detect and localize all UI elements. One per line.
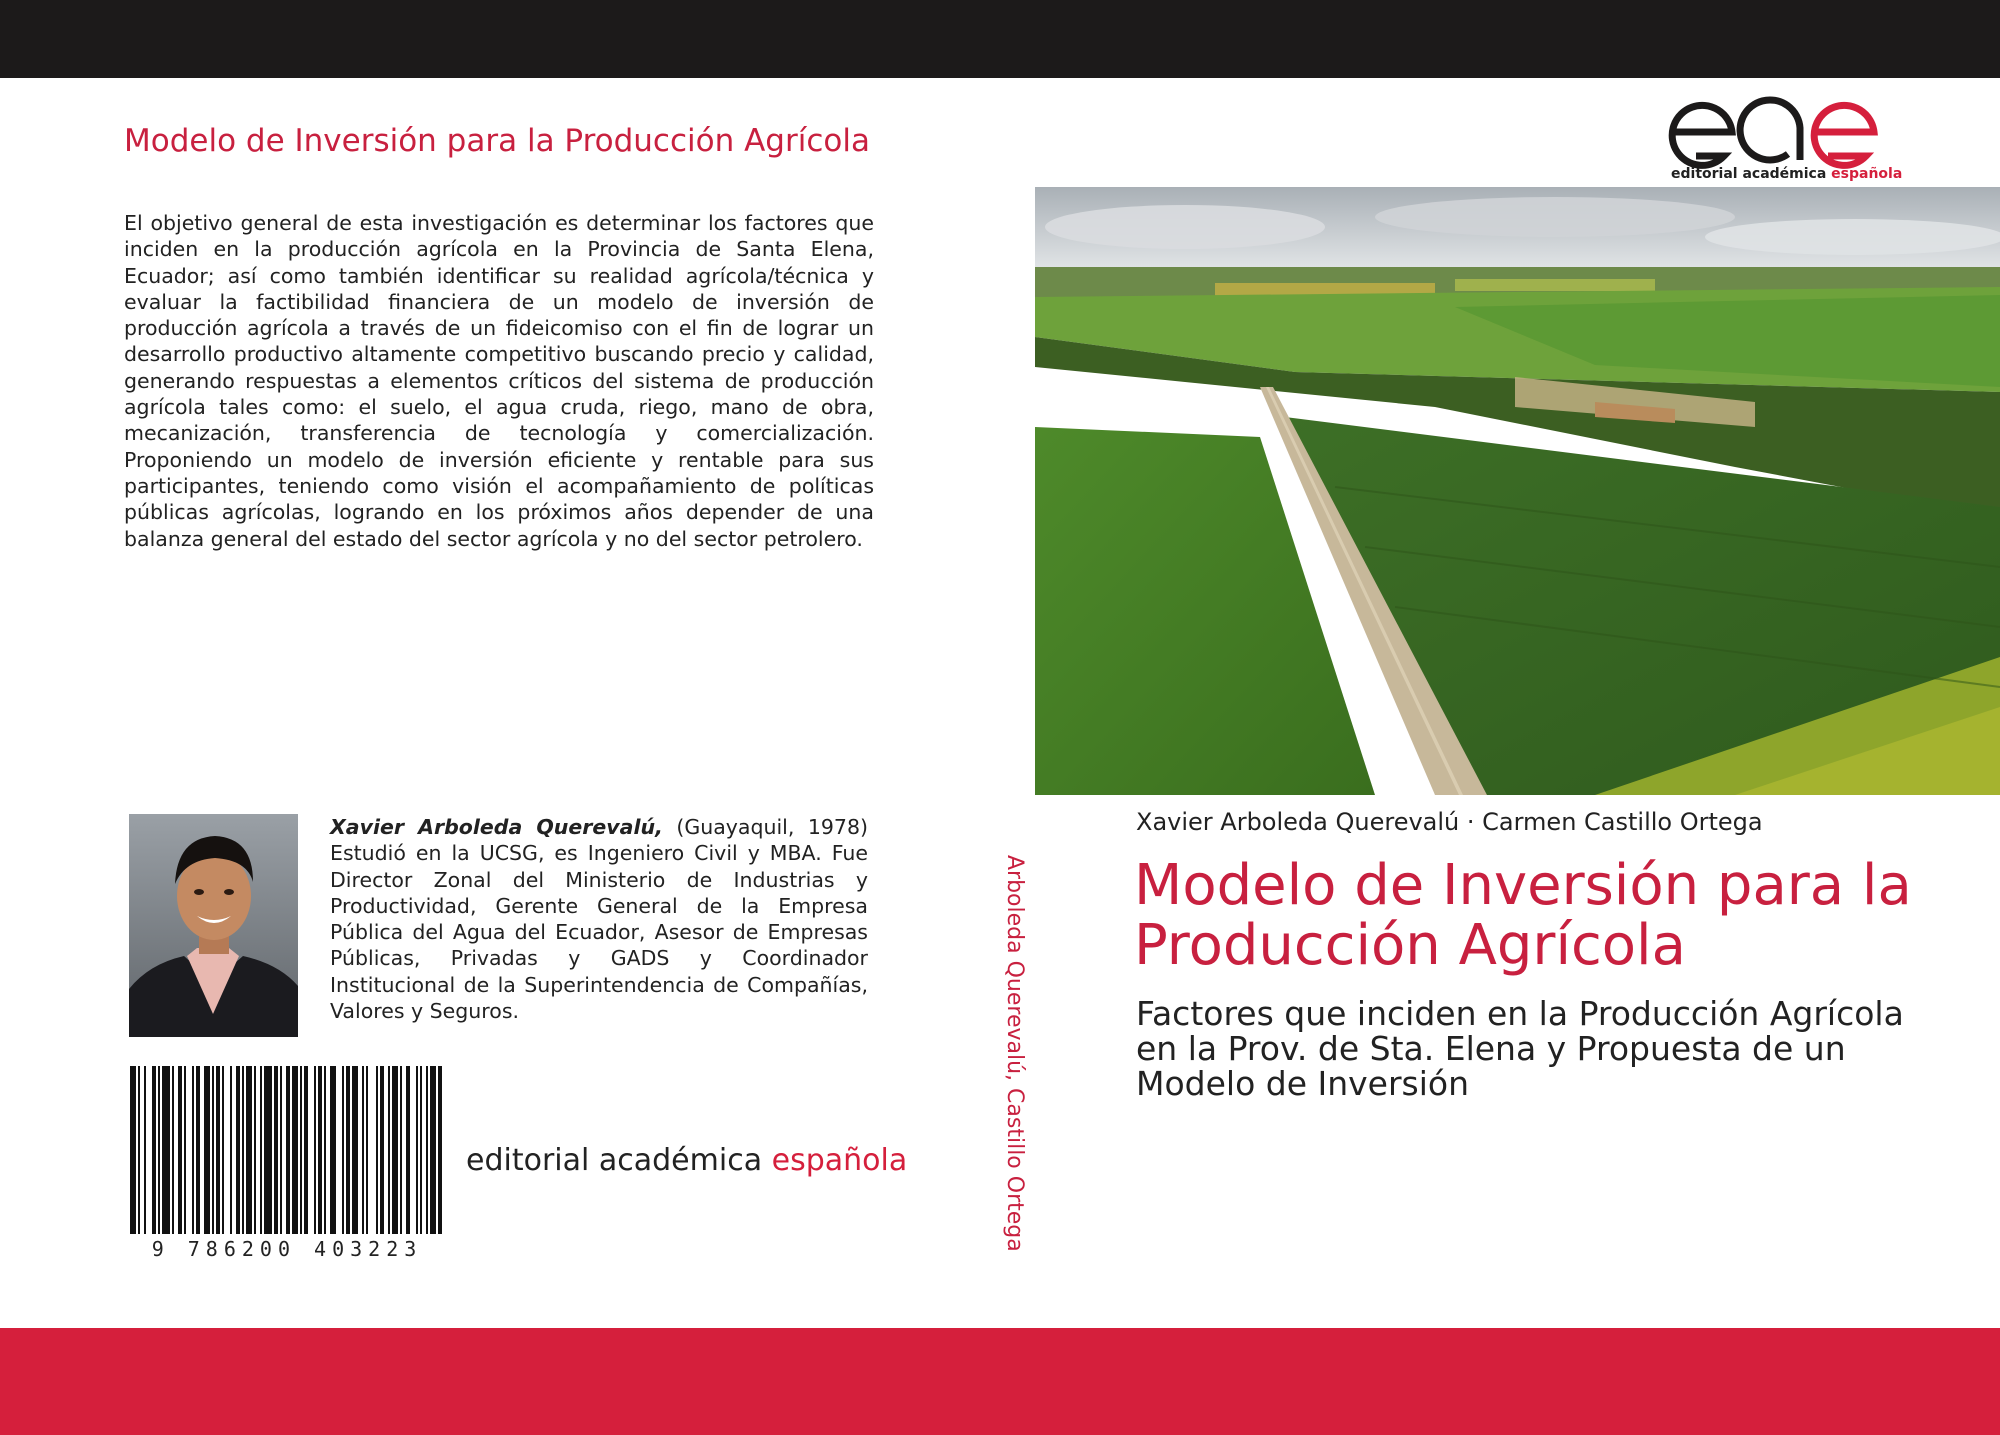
author-bio-text: (Guayaquil, 1978) Estudió en la UCSG, es Ingeniero Civil y MBA. Fue Director Zonal del Ministerio de Industrias y Productividad, Gerente General de la Empresa Pública del Agua del Ecuador, Asesor de Empresas Públicas, Privadas y GADS y Coordinador Institucional de la Superintendencia de Compañías, Valores y Seguros. xyxy=(330,815,868,1024)
author-photo xyxy=(129,814,298,1037)
back-publisher-accent: española xyxy=(771,1143,908,1178)
back-cover-title: Modelo de Inversión para la Producción Agrícola xyxy=(124,123,870,159)
barcode-bar xyxy=(400,1066,402,1262)
barcode-bar xyxy=(438,1066,442,1262)
barcode-bar xyxy=(172,1066,174,1262)
barcode-bar xyxy=(216,1066,220,1262)
barcode-bar xyxy=(144,1066,146,1262)
barcode-bar xyxy=(264,1066,272,1262)
barcode-bar xyxy=(162,1066,170,1262)
barcode-bar xyxy=(304,1066,308,1262)
barcode-bar xyxy=(192,1066,194,1262)
barcode-bar xyxy=(314,1066,316,1262)
barcode-bar xyxy=(280,1066,282,1262)
barcode-bar xyxy=(130,1066,136,1262)
author-bio xyxy=(330,814,868,1024)
front-cover-title: Modelo de Inversión para la Producción Agrícola xyxy=(1134,853,1912,978)
cover-photo-farmland xyxy=(1035,187,2000,795)
barcode-bar xyxy=(152,1066,156,1262)
barcode-bar xyxy=(196,1066,200,1262)
aerial-farmland-illustration xyxy=(1035,187,2000,795)
back-publisher-wordmark xyxy=(466,1143,907,1178)
barcode-bar xyxy=(362,1066,364,1262)
barcode-bar xyxy=(330,1066,336,1262)
spine-authors: Arboleda Querevalú, Castillo Ortega xyxy=(1002,855,1027,1252)
barcode-bar xyxy=(388,1066,390,1262)
front-cover-authors: Xavier Arboleda Querevalú · Carmen Castillo Ortega xyxy=(1136,808,1763,836)
barcode-bar xyxy=(430,1066,436,1262)
barcode-bar xyxy=(212,1066,214,1262)
isbn-barcode xyxy=(126,1066,448,1262)
barcode-bar xyxy=(366,1066,368,1262)
barcode-bar xyxy=(158,1066,160,1262)
barcode-bar xyxy=(138,1066,140,1262)
barcode-bar xyxy=(246,1066,252,1262)
logo-caption-prefix: editorial académica xyxy=(1671,166,1832,182)
barcode-bar xyxy=(376,1066,378,1262)
barcode-bar xyxy=(380,1066,384,1262)
barcode-bar xyxy=(254,1066,256,1262)
barcode-bar xyxy=(352,1066,358,1262)
barcode-bar xyxy=(274,1066,278,1262)
barcode-bar xyxy=(178,1066,182,1262)
barcode-bar xyxy=(342,1066,344,1262)
barcode-bar xyxy=(300,1066,302,1262)
logo-caption xyxy=(1671,166,1902,182)
barcode-bar xyxy=(286,1066,290,1262)
barcode-bar xyxy=(426,1066,428,1262)
bottom-red-band xyxy=(0,1328,2000,1435)
front-cover-subtitle: Factores que inciden en la Producción Agrícola en la Prov. de Sta. Elena y Propuesta de un Modelo de Inversión xyxy=(1136,994,1904,1103)
barcode-bar xyxy=(420,1066,422,1262)
logo-caption-accent: española xyxy=(1831,166,1903,182)
back-publisher-prefix: editorial académica xyxy=(466,1143,772,1178)
barcode-bar xyxy=(406,1066,410,1262)
barcode-bar xyxy=(204,1066,210,1262)
back-cover-blurb: El objetivo general de esta investigación es determinar los factores que inciden en la producción agrícola en la Provincia de Santa Elena, Ecuador; así como también identificar su realidad agrícola/técnica y evaluar la factibilidad financiera de un modelo de inversión de producción agrícola a través de un fideicomiso con el fin de lograr un desarrollo productivo altamente competitivo buscando precio y calidad, generando respuestas a elementos críticos del sistema de producción agrícola tales como: el suelo, el agua cruda, riego, mano de obra, mecanización, transferencia de tecnología y comercialización. Proponiendo un modelo de inversión eficiente y rentable para sus participantes, teniendo como visión el acompañamiento de políticas públicas agrícolas, logrando en los próximos años depender de una balanza general del estado del sector agrícola y no del sector petrolero. xyxy=(124,211,874,551)
author-portrait-illustration xyxy=(129,814,298,1037)
top-dark-band xyxy=(0,0,2000,78)
barcode-bar xyxy=(292,1066,298,1262)
barcode-bar xyxy=(222,1066,224,1262)
barcode-bar xyxy=(392,1066,398,1262)
author-bio-name: Xavier Arboleda Querevalú, xyxy=(330,815,663,839)
barcode-bar xyxy=(324,1066,326,1262)
barcode-bar xyxy=(242,1066,244,1262)
barcode-bar xyxy=(318,1066,322,1262)
barcode-bar xyxy=(236,1066,240,1262)
barcode-digits: 9 786200 403223 xyxy=(151,1237,423,1261)
barcode-bar xyxy=(184,1066,186,1262)
barcode-bar xyxy=(230,1066,232,1262)
barcode-bar xyxy=(260,1066,262,1262)
barcode-bar xyxy=(346,1066,350,1262)
barcode-bar xyxy=(416,1066,418,1262)
